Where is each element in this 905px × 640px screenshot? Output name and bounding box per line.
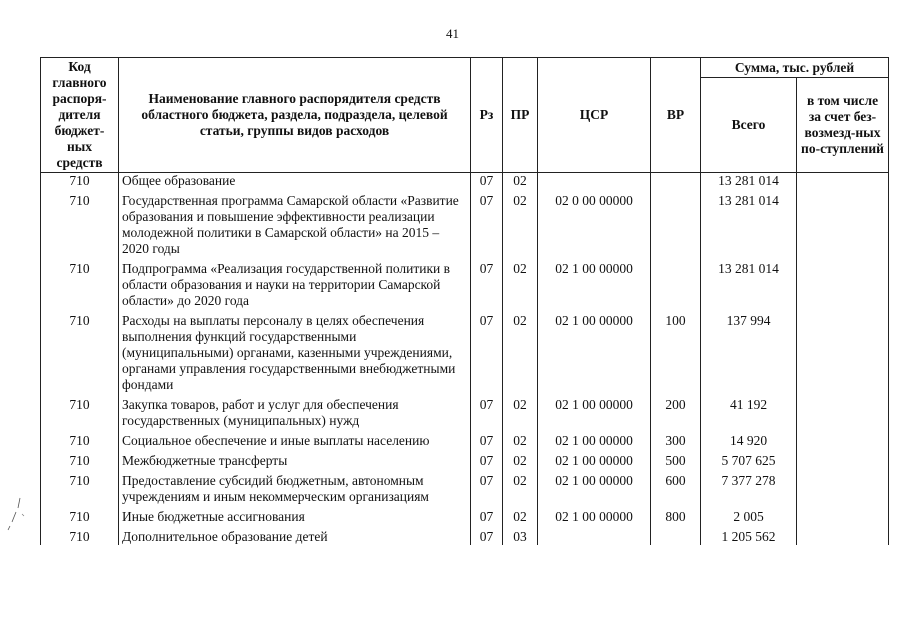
header-free: в том числе за счет без-возмезд-ных по-ступлений	[797, 78, 889, 173]
cell-rz: 07	[471, 189, 503, 257]
cell-total: 2 005	[701, 505, 797, 525]
cell-code: 710	[41, 393, 119, 429]
page-number: 41	[446, 26, 459, 41]
cell-csr	[538, 525, 651, 545]
cell-code: 710	[41, 449, 119, 469]
cell-rz: 07	[471, 393, 503, 429]
cell-vr: 800	[651, 505, 701, 525]
table-row	[41, 173, 889, 190]
cell-csr: 02 1 00 00000	[538, 393, 651, 429]
cell-free	[797, 469, 889, 505]
header-sum-group: Сумма, тыс. рублей	[701, 58, 889, 78]
cell-pr: 02	[503, 257, 538, 309]
header-total: Всего	[701, 78, 797, 173]
cell-free	[797, 429, 889, 449]
header-rz: Рз	[471, 58, 503, 173]
cell-code: 710	[41, 189, 119, 257]
table-row	[41, 189, 889, 257]
table-row	[41, 393, 889, 429]
cell-pr: 02	[503, 505, 538, 525]
cell-name: Государственная программа Самарской области «Развитие образования и повышение эффективности реализации молодежной политики в Самарской области» на 2015 – 2020 годы	[119, 189, 471, 257]
header-code: Код главного распоря-дителя бюджет-ных средств	[41, 58, 119, 173]
margin-pen-mark	[6, 496, 26, 532]
cell-name: Общее образование	[119, 173, 471, 190]
cell-free	[797, 449, 889, 469]
cell-code: 710	[41, 173, 119, 190]
cell-total: 13 281 014	[701, 189, 797, 257]
cell-code: 710	[41, 309, 119, 393]
cell-pr: 02	[503, 393, 538, 429]
cell-name: Социальное обеспечение и иные выплаты населению	[119, 429, 471, 449]
cell-pr: 02	[503, 309, 538, 393]
cell-name: Расходы на выплаты персоналу в целях обеспечения выполнения функций государственными (муниципальными) органами, казенными учреждениями, органами управления государственными внебюджетными фондами	[119, 309, 471, 393]
table-row	[41, 309, 889, 393]
cell-code: 710	[41, 469, 119, 505]
cell-rz: 07	[471, 449, 503, 469]
table-row	[41, 429, 889, 449]
cell-csr: 02 1 00 00000	[538, 429, 651, 449]
cell-pr: 02	[503, 469, 538, 505]
cell-rz: 07	[471, 505, 503, 525]
cell-name: Предоставление субсидий бюджетным, автономным учреждениям и иным некоммерческим организациям	[119, 469, 471, 505]
table-body	[41, 173, 889, 546]
cell-total: 13 281 014	[701, 257, 797, 309]
cell-vr	[651, 525, 701, 545]
cell-free	[797, 393, 889, 429]
cell-pr: 03	[503, 525, 538, 545]
header-name: Наименование главного распорядителя средств областного бюджета, раздела, подраздела, целевой статьи, группы видов расходов	[119, 58, 471, 173]
cell-total: 5 707 625	[701, 449, 797, 469]
cell-name: Дополнительное образование детей	[119, 525, 471, 545]
cell-total: 137 994	[701, 309, 797, 393]
cell-csr: 02 1 00 00000	[538, 309, 651, 393]
cell-rz: 07	[471, 429, 503, 449]
table-row	[41, 525, 889, 545]
cell-rz: 07	[471, 173, 503, 190]
budget-table	[40, 57, 889, 545]
cell-vr: 200	[651, 393, 701, 429]
cell-pr: 02	[503, 189, 538, 257]
cell-vr: 500	[651, 449, 701, 469]
cell-free	[797, 525, 889, 545]
cell-rz: 07	[471, 257, 503, 309]
cell-total: 13 281 014	[701, 173, 797, 190]
cell-pr: 02	[503, 429, 538, 449]
cell-rz: 07	[471, 309, 503, 393]
cell-name: Подпрограмма «Реализация государственной политики в области образования и науки на территории Самарской области» до 2020 года	[119, 257, 471, 309]
cell-vr	[651, 189, 701, 257]
header-csr: ЦСР	[538, 58, 651, 173]
cell-pr: 02	[503, 173, 538, 190]
cell-csr: 02 0 00 00000	[538, 189, 651, 257]
cell-free	[797, 309, 889, 393]
cell-free	[797, 505, 889, 525]
cell-csr: 02 1 00 00000	[538, 257, 651, 309]
cell-free	[797, 189, 889, 257]
cell-total: 14 920	[701, 429, 797, 449]
cell-total: 7 377 278	[701, 469, 797, 505]
cell-vr: 600	[651, 469, 701, 505]
cell-code: 710	[41, 505, 119, 525]
cell-vr	[651, 257, 701, 309]
cell-csr	[538, 173, 651, 190]
cell-csr: 02 1 00 00000	[538, 449, 651, 469]
cell-free	[797, 257, 889, 309]
table-row	[41, 449, 889, 469]
cell-rz: 07	[471, 525, 503, 545]
cell-name: Иные бюджетные ассигнования	[119, 505, 471, 525]
table-row	[41, 257, 889, 309]
header-vr: ВР	[651, 58, 701, 173]
cell-code: 710	[41, 429, 119, 449]
cell-csr: 02 1 00 00000	[538, 505, 651, 525]
cell-csr: 02 1 00 00000	[538, 469, 651, 505]
cell-code: 710	[41, 257, 119, 309]
cell-vr: 100	[651, 309, 701, 393]
cell-free	[797, 173, 889, 190]
cell-rz: 07	[471, 469, 503, 505]
cell-code: 710	[41, 525, 119, 545]
cell-name: Закупка товаров, работ и услуг для обеспечения государственных (муниципальных) нужд	[119, 393, 471, 429]
table-row	[41, 469, 889, 505]
header-pr: ПР	[503, 58, 538, 173]
table-row	[41, 505, 889, 525]
table-header	[41, 58, 889, 173]
cell-vr	[651, 173, 701, 190]
cell-name: Межбюджетные трансферты	[119, 449, 471, 469]
cell-total: 41 192	[701, 393, 797, 429]
cell-pr: 02	[503, 449, 538, 469]
cell-total: 1 205 562	[701, 525, 797, 545]
cell-vr: 300	[651, 429, 701, 449]
